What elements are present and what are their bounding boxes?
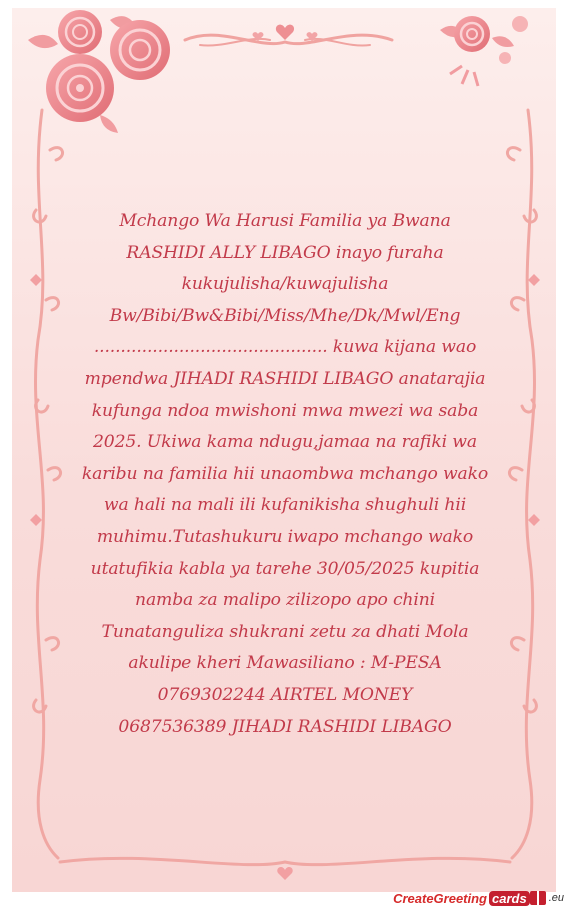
rose-cluster-icon (28, 10, 170, 133)
heart-icon (276, 25, 294, 40)
small-rose-icon (440, 16, 528, 86)
brand-name: CreateGreeting (393, 890, 487, 906)
brand-cards: cards (489, 891, 530, 906)
brand-domain: .eu (548, 892, 564, 904)
gift-icon (530, 891, 546, 905)
invitation-message: Mchango Wa Harusi Familia ya Bwana RASHIDI ALLY LIBAGO inayo furaha kukujulisha/kuwajulisha Bw/Bibi/Bw&Bibi/Miss/Mhe/Dk/Mwl/Eng ............................................ kuwa kijana wao mpendwa JIHADI RASHIDI LIBAGO anatarajia kufunga ndoa mwishoni mwa mwezi wa saba 2025. Ukiwa kama ndugu,jamaa na rafiki wa karibu na familia hii unaombwa mchango wako wa hali na mali ili kufanikisha shughuli hii muhimu.Tutashukuru iwapo mchango wako utatufikia kabla ya tarehe 30/05/2025 kupitia namba za malipo zilizopo apo chini Tunatanguliza shukrani zetu za dhati Mola akulipe kheri Mawasiliano : M-PESA 0769302244 AIRTEL MONEY 0687536389 JIHADI RASHIDI LIBAGO (81, 211, 489, 737)
brand-watermark[interactable] (393, 886, 564, 910)
